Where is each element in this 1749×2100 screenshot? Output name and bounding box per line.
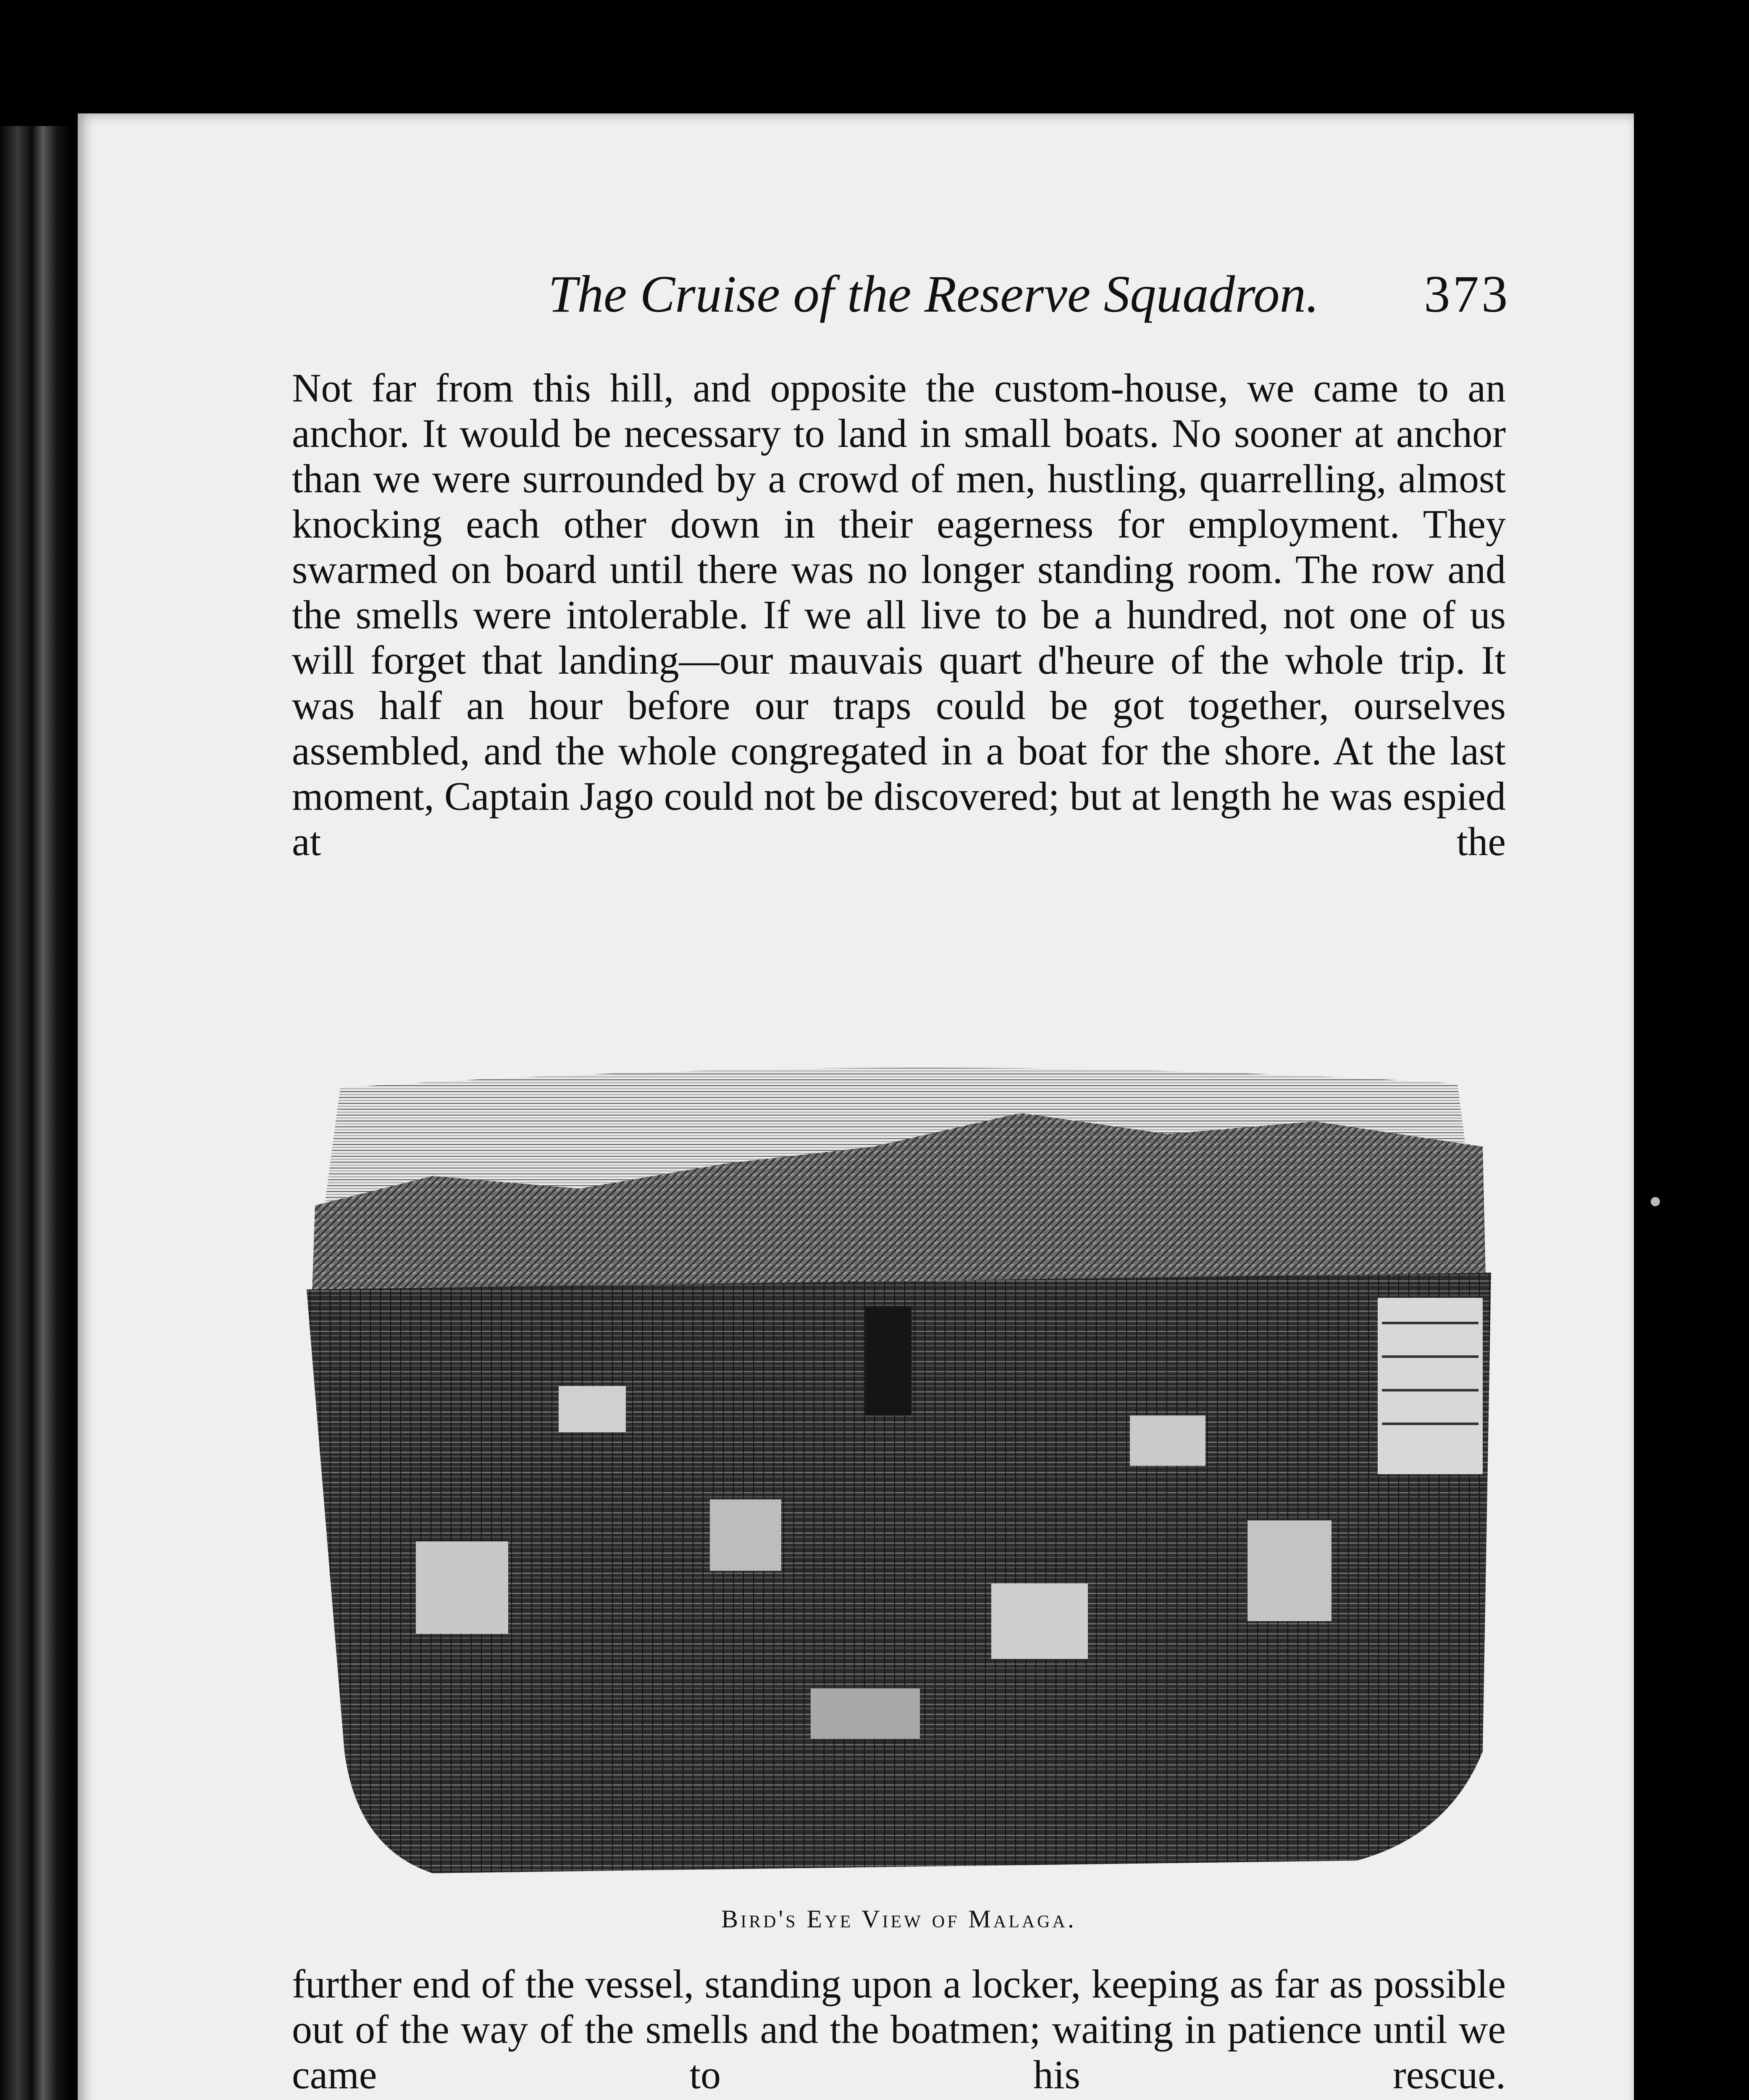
page-stack-edge xyxy=(0,126,71,2100)
page-speck xyxy=(1651,1197,1660,1206)
illustration-caption: Bird's Eye View of Malaga. xyxy=(721,1905,1077,1933)
paragraph-2-text: further end of the vessel, standing upon a locker, keeping as far as possible out of the way of the smells and the boatmen; waiting in patience until we came to his rescue. xyxy=(292,1961,1506,2097)
engraving-malaga xyxy=(307,1037,1491,1886)
page-number: 373 xyxy=(1424,265,1510,323)
city-engraving-image xyxy=(307,1037,1491,1886)
book-page xyxy=(78,113,1634,2100)
paragraph-1: Not far from this hill, and opposite the custom-house, we came to an anchor. It would be necessary to land in small boats. No sooner at anchor than we were surrounded by a crowd of men, hustling, quarrelling, almost knocking each other down in their eagerness for employment. They swarmed on board until there was no longer standing room. The row and the smells were intolerable. If we all live to be a hundred, not one of us will forget that landing—our mauvais quart d'heure of the whole trip. It was half an hour before our traps could be got together, ourselves assembled, and the whole congregated in a boat for the shore. At the last moment, Captain Jago could not be discovered; but at length he was espied at the xyxy=(292,365,1506,864)
paragraph-2 xyxy=(292,1961,1506,2097)
running-title: The Cruise of the Reserve Squadron. xyxy=(548,265,1319,323)
